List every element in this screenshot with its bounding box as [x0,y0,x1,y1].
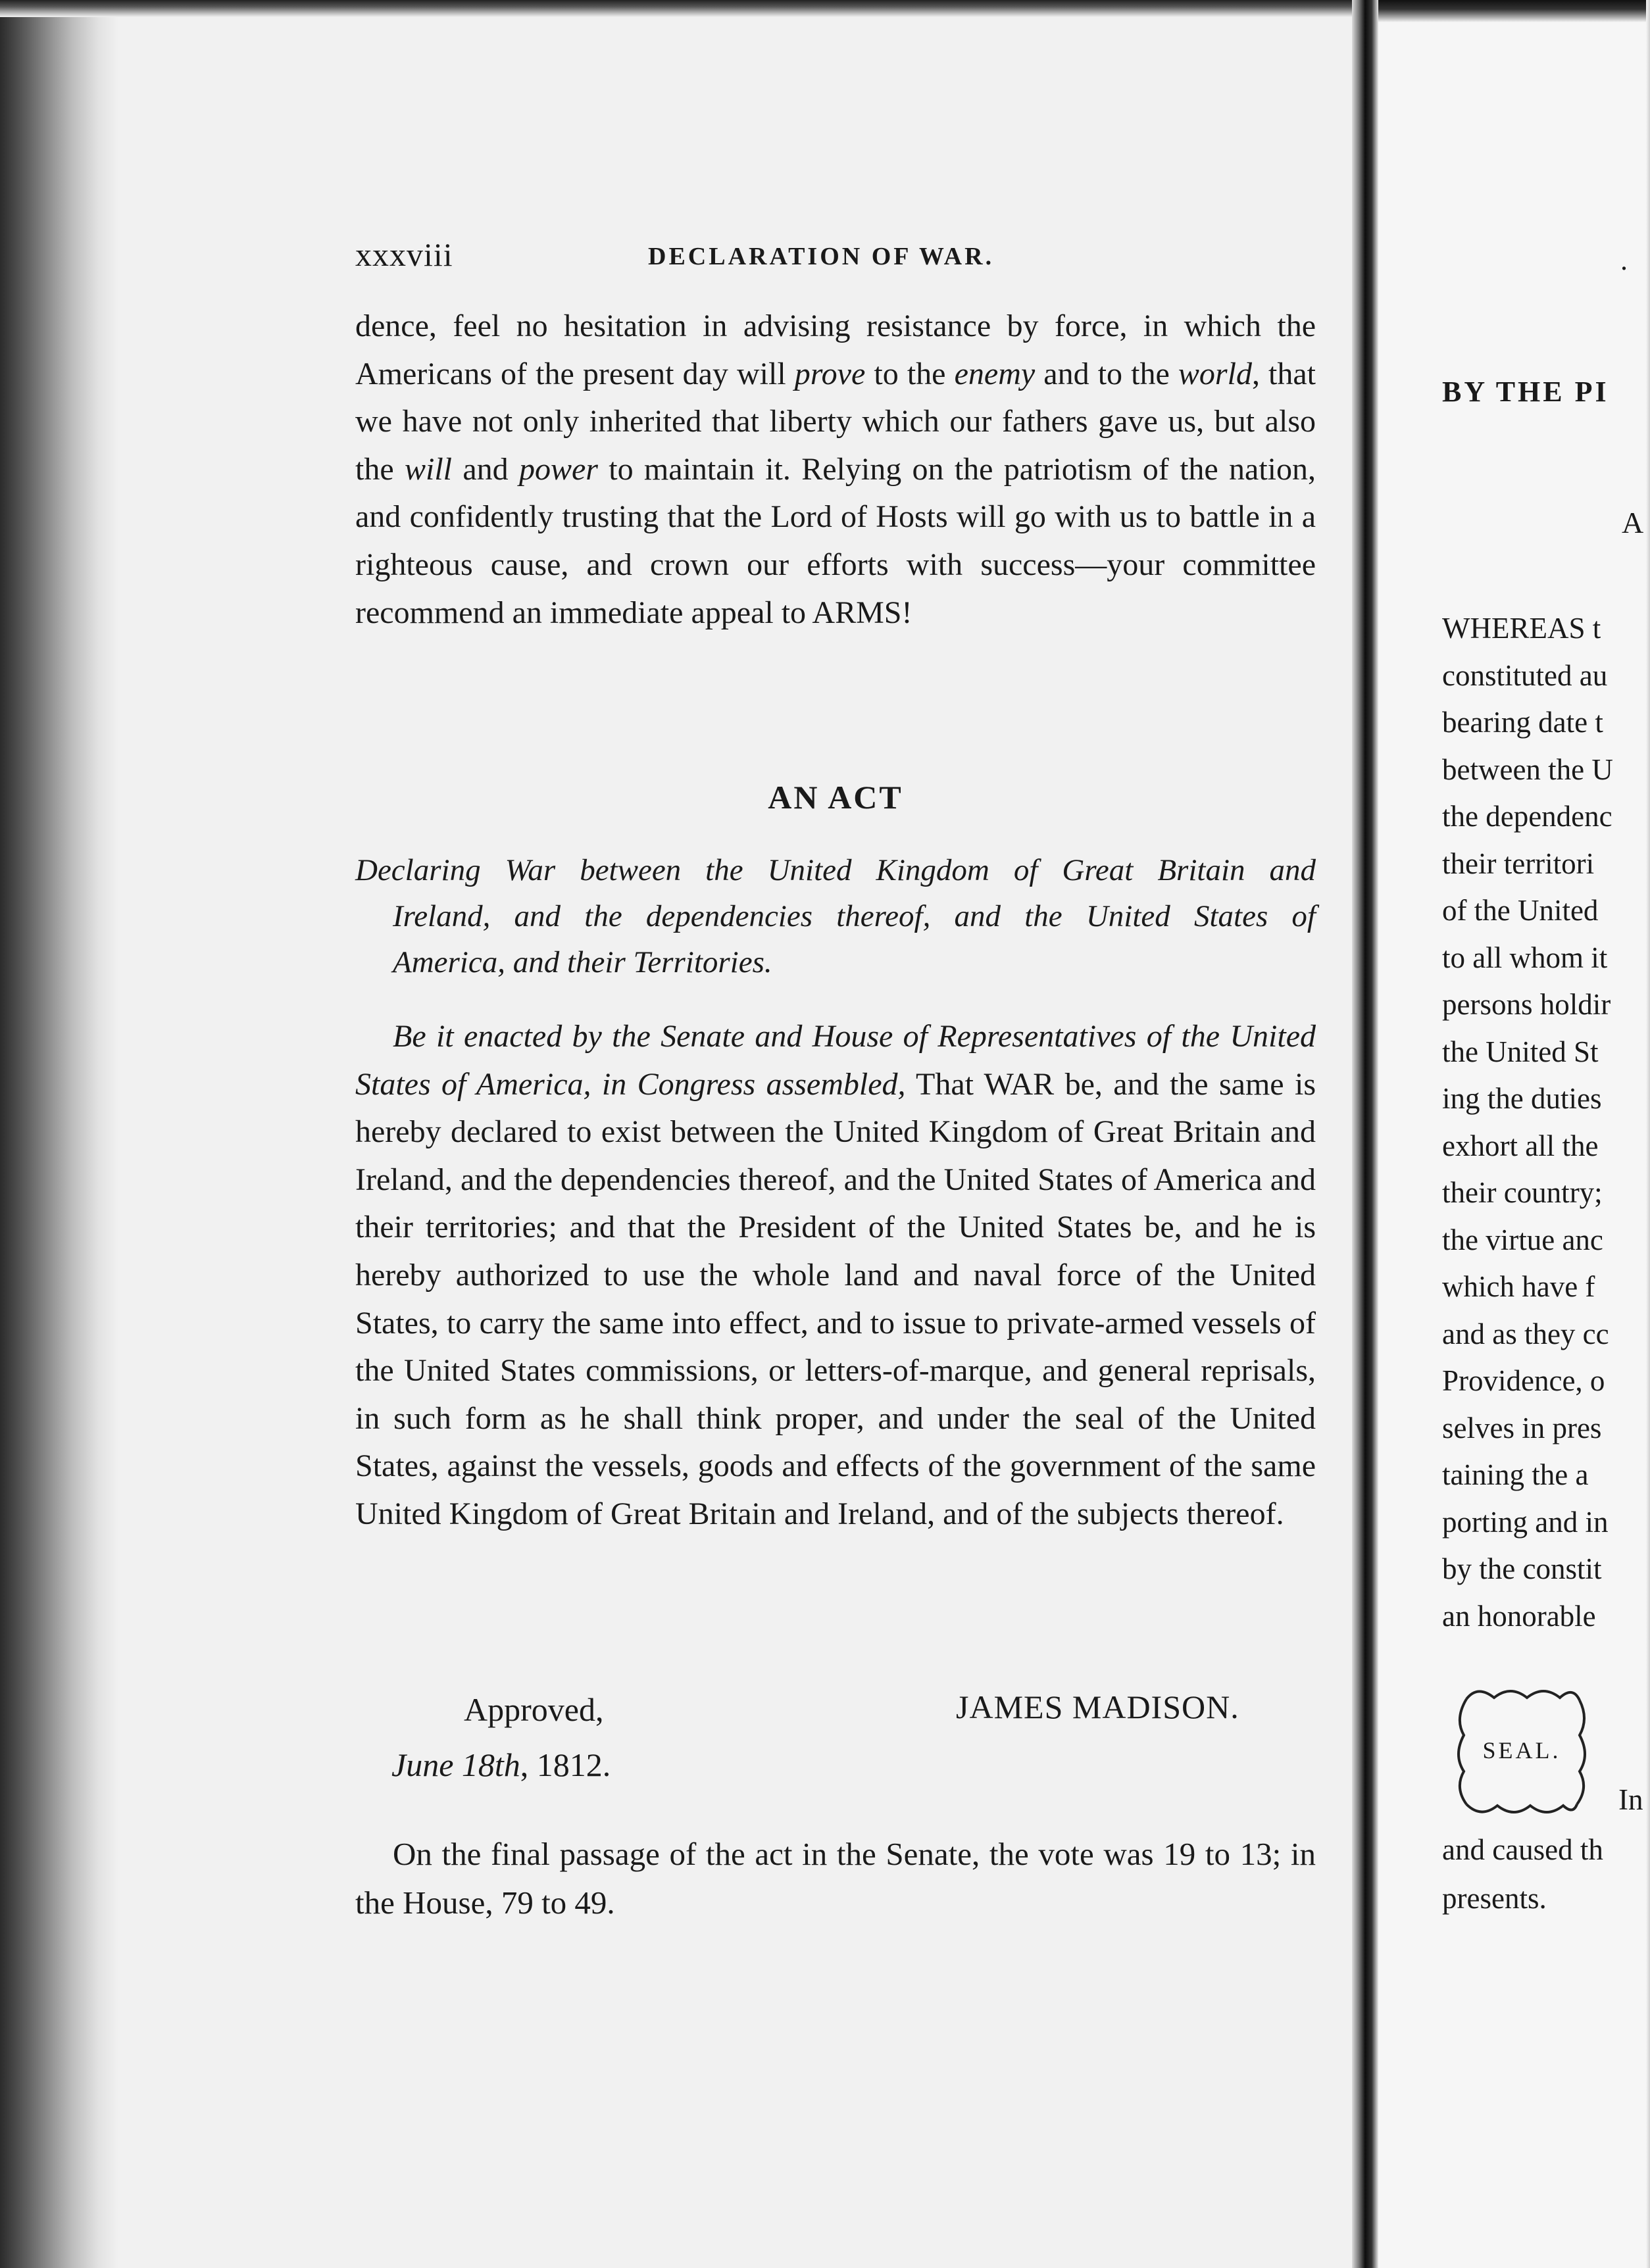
act-title-line: Ireland, and the dependencies thereof, and the United States of [393,899,1316,933]
right-page-line: the United St [1442,1035,1599,1068]
right-page-line: an honorable [1442,1599,1596,1633]
seal-icon [1448,1679,1645,1837]
paragraph-text-run: world [1178,356,1252,391]
right-page-line: selves in pres [1442,1411,1602,1444]
right-page-line: and caused th [1442,1833,1603,1866]
right-page-line: porting and in [1442,1505,1609,1539]
scan-top-shadow [1378,0,1650,22]
signature: JAMES MADISON. [956,1689,1239,1725]
right-page-line: taining the a [1442,1458,1589,1491]
seal-label: SEAL. [1482,1737,1561,1763]
right-page-line: their territori [1442,847,1595,880]
right-page-line: constituted au [1442,658,1608,692]
paragraph-text-run: and [452,451,519,487]
right-page-line: their country; [1442,1176,1603,1209]
book-gutter [1352,0,1378,2268]
right-page-text-fragment: In [1618,1783,1643,1816]
running-head [355,235,1316,275]
right-page-mark: . [1620,244,1628,276]
act-title-line: Declaring War between the United Kingdom of Great Britain and [355,853,1316,887]
right-page-subheading: A [1622,506,1645,539]
right-page-line: the dependenc [1442,800,1613,833]
paragraph-text-run: enemy [954,356,1036,391]
right-page-line: between the U [1442,752,1613,786]
right-page-line: to all whom it [1442,941,1608,974]
right-page-line: of the United [1442,894,1599,927]
right-page-line: by the constit [1442,1552,1602,1585]
date-text-run: June 18 [391,1746,495,1783]
page-number: xxxviii [355,236,453,273]
right-page-fragment [1378,0,1650,2268]
right-page-line: and as they cc [1442,1317,1609,1350]
paragraph-text-run: and to the [1035,356,1178,391]
right-page-line: bearing date t [1442,706,1603,739]
act-heading: AN ACT [768,779,903,816]
paragraph-text-run: , that we have not only inherited that liberty which our fathers gave us, but also the [355,356,1316,487]
paragraph-text-run: will [404,451,452,487]
left-page [355,0,1316,2268]
approval-date [391,1746,611,1784]
right-page-line: WHEREAS t [1442,612,1601,645]
right-page-line: presents. [1442,1882,1547,1915]
right-page-line: which have f [1442,1270,1595,1303]
paragraph-text-run: to maintain it. Relying on the patriotism of the nation, and confidently trusting that the Lord of Hosts will go with us to battle in a righteous cause, and crown our efforts with success—your committee recommend an immediate appeal to ARMS! [355,451,1316,630]
act-text-run: Be it enacted by the Senate and House of Representatives of the United States of America, in Congress assembled, [355,1019,1316,1102]
paragraph-text-run: to the [865,356,955,391]
right-edge [1646,0,1650,2268]
act-title [355,847,1316,985]
right-page-line: ing the duties [1442,1082,1602,1115]
right-page-tail [1442,1825,1603,1923]
right-page-text [1442,605,1613,1640]
act-text-run: That WAR be, and the same is hereby declared to exist between the United Kingdom of Great Britain and Ireland, and the dependencies thereof, and the United States of America and their territories; and that the President of the United States be, and he is hereby authorized to use the whole land and naval force of the United States, to carry the same into effect, and to issue to private-armed vessels of the United States commissions, or letters-of-marque, and general reprisals, in such form as he shall think proper, and under the seal of the United States, against the vessels, goods and effects of the government of the same United Kingdom of Great Britain and Ireland, and of the subjects thereof. [355,1066,1316,1531]
right-page-line: Providence, o [1442,1364,1605,1397]
approved-label: Approved, [464,1691,604,1728]
running-title: DECLARATION OF WAR. [648,243,995,270]
vote-paragraph: On the final passage of the act in the Senate, the vote was 19 to 13; in the House, 79 to 49. [355,1836,1316,1921]
act-body-paragraph [355,1013,1316,1539]
paragraph-text-run: power [518,451,598,487]
paragraph-text-run: dence, feel no hesitation in advising resistance by force, in which the Americans of the present day will [355,308,1316,391]
scan-left-edge [0,0,118,2268]
right-page-line: exhort all the [1442,1129,1599,1162]
paragraph-text-run: prove [794,356,866,391]
act-title-line: America, and their Territories. [393,945,772,979]
committee-paragraph [355,303,1316,637]
right-page-heading: BY THE PI [1442,376,1609,408]
right-page-line: persons holdir [1442,988,1611,1021]
date-text-run: th [494,1746,520,1783]
date-text-run: , 1812. [520,1746,611,1783]
right-page-line: the virtue anc [1442,1223,1603,1256]
